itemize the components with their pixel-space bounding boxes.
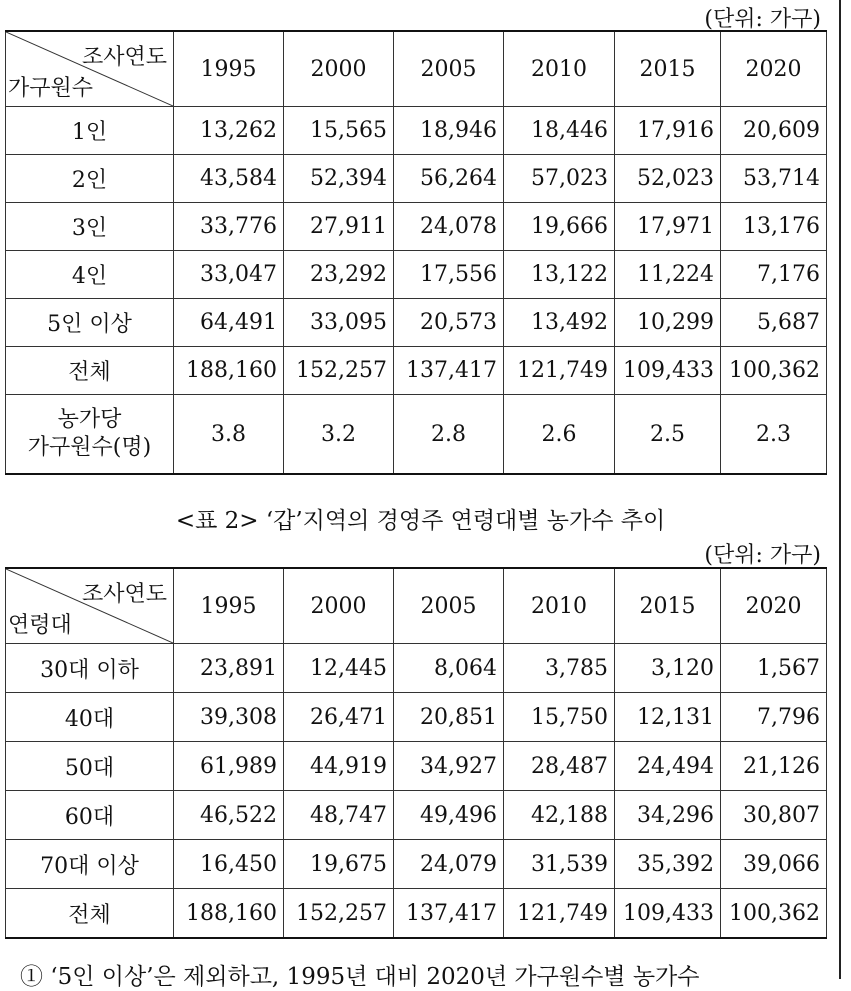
table-cell: 34,296 [615,791,721,840]
table-row [6,299,827,347]
table-cell: 17,916 [615,107,721,155]
table-cell: 15,565 [284,107,394,155]
table-cell: 11,224 [615,251,721,299]
table-cell: 188,160 [174,347,284,395]
table-cell: 26,471 [284,693,394,742]
table-cell: 23,292 [284,251,394,299]
table-cell: 3,785 [504,644,615,693]
table-cell: 28,487 [504,742,615,791]
row-label: 전체 [6,889,174,939]
year-header: 2020 [721,31,827,107]
table-cell: 5,687 [721,299,827,347]
table-cell: 1,567 [721,644,827,693]
table-cell: 12,131 [615,693,721,742]
year-header: 2015 [615,31,721,107]
table-cell: 2.6 [504,395,615,475]
table-cell: 33,776 [174,203,284,251]
table-row [6,840,827,889]
table-cell: 18,446 [504,107,615,155]
year-header: 2010 [504,31,615,107]
table1-household-size [5,30,827,475]
table-cell: 33,047 [174,251,284,299]
answer-option-1: ① ‘5인 이상’은 제외하고, 1995년 대비 2020년 가구원수별 농가수 [20,964,700,990]
year-header: 1995 [174,31,284,107]
table-cell: 52,394 [284,155,394,203]
row-label: 30대 이하 [6,644,174,693]
table1-header-row [6,31,827,107]
table-cell: 3.2 [284,395,394,475]
table-cell: 19,666 [504,203,615,251]
table-cell: 57,023 [504,155,615,203]
table-cell: 35,392 [615,840,721,889]
table-cell: 152,257 [284,889,394,939]
row-label: 1인 [6,107,174,155]
table-cell: 18,946 [394,107,504,155]
row-label: 3인 [6,203,174,251]
table-cell: 3,120 [615,644,721,693]
year-header: 2005 [394,568,504,644]
table-cell: 2.3 [721,395,827,475]
table-cell: 188,160 [174,889,284,939]
table-row [6,155,827,203]
year-header: 2000 [284,31,394,107]
table-cell: 16,450 [174,840,284,889]
table-cell: 17,556 [394,251,504,299]
year-header: 2005 [394,31,504,107]
row-label: 50대 [6,742,174,791]
table-row [6,889,827,939]
table-cell: 56,264 [394,155,504,203]
year-header: 2015 [615,568,721,644]
table-row [6,203,827,251]
table-cell: 17,971 [615,203,721,251]
table-cell: 24,078 [394,203,504,251]
year-header: 2000 [284,568,394,644]
table-cell: 44,919 [284,742,394,791]
table-cell: 10,299 [615,299,721,347]
table-cell: 13,176 [721,203,827,251]
year-header: 2010 [504,568,615,644]
table-cell: 39,308 [174,693,284,742]
year-header: 2020 [721,568,827,644]
row-label: 70대 이상 [6,840,174,889]
table1-unit: (단위: 가구) [704,7,821,32]
row-label: 2인 [6,155,174,203]
table-cell: 64,491 [174,299,284,347]
table-cell: 12,445 [284,644,394,693]
table2-age-group [5,567,827,939]
table-cell: 24,494 [615,742,721,791]
table-cell: 121,749 [504,347,615,395]
table-cell: 20,609 [721,107,827,155]
table2-corner-cell [6,568,174,644]
table-cell: 33,095 [284,299,394,347]
table-cell: 30,807 [721,791,827,840]
table-cell: 27,911 [284,203,394,251]
year-header: 1995 [174,568,284,644]
table-cell: 2.5 [615,395,721,475]
row-label: 전체 [6,347,174,395]
table-row [6,693,827,742]
table-row [6,791,827,840]
corner-bottom-label: 가구원수 [8,76,94,101]
table-cell: 49,496 [394,791,504,840]
table-cell: 109,433 [615,347,721,395]
table-row [6,347,827,395]
table-cell: 20,851 [394,693,504,742]
table-cell: 31,539 [504,840,615,889]
table-cell: 20,573 [394,299,504,347]
table-cell: 137,417 [394,889,504,939]
table-cell: 34,927 [394,742,504,791]
row-label: 40대 [6,693,174,742]
table2-header-row [6,568,827,644]
table-cell: 39,066 [721,840,827,889]
table-cell: 15,750 [504,693,615,742]
table-cell: 109,433 [615,889,721,939]
table-cell: 21,126 [721,742,827,791]
right-border-line [839,0,841,979]
table-cell: 13,492 [504,299,615,347]
table1-avg-row [6,395,827,475]
table-cell: 100,362 [721,889,827,939]
table-cell: 13,262 [174,107,284,155]
table-row [6,644,827,693]
table-cell: 2.8 [394,395,504,475]
table2-unit: (단위: 가구) [704,543,821,568]
table-cell: 46,522 [174,791,284,840]
table-cell: 61,989 [174,742,284,791]
table-cell: 53,714 [721,155,827,203]
table-cell: 3.8 [174,395,284,475]
table-cell: 100,362 [721,347,827,395]
table-cell: 42,188 [504,791,615,840]
row-label: 5인 이상 [6,299,174,347]
table-cell: 43,584 [174,155,284,203]
table2-caption: <표 2> ‘갑’지역의 경영주 연령대별 농가수 추이 [175,508,666,534]
row-label: 60대 [6,791,174,840]
table-cell: 13,122 [504,251,615,299]
row-label: 4인 [6,251,174,299]
table-row [6,742,827,791]
table-cell: 137,417 [394,347,504,395]
table-cell: 48,747 [284,791,394,840]
table-cell: 24,079 [394,840,504,889]
table-cell: 8,064 [394,644,504,693]
avg-row-label: 농가당 가구원수(명) [6,395,174,475]
table-cell: 19,675 [284,840,394,889]
corner-bottom-label: 연령대 [8,613,72,638]
corner-top-label: 조사연도 [81,582,167,607]
table-cell: 23,891 [174,644,284,693]
table-row [6,251,827,299]
table-row [6,107,827,155]
table-cell: 7,176 [721,251,827,299]
table-cell: 121,749 [504,889,615,939]
table1-corner-cell [6,31,174,107]
corner-top-label: 조사연도 [81,45,167,70]
table-cell: 152,257 [284,347,394,395]
table-cell: 52,023 [615,155,721,203]
table-cell: 7,796 [721,693,827,742]
